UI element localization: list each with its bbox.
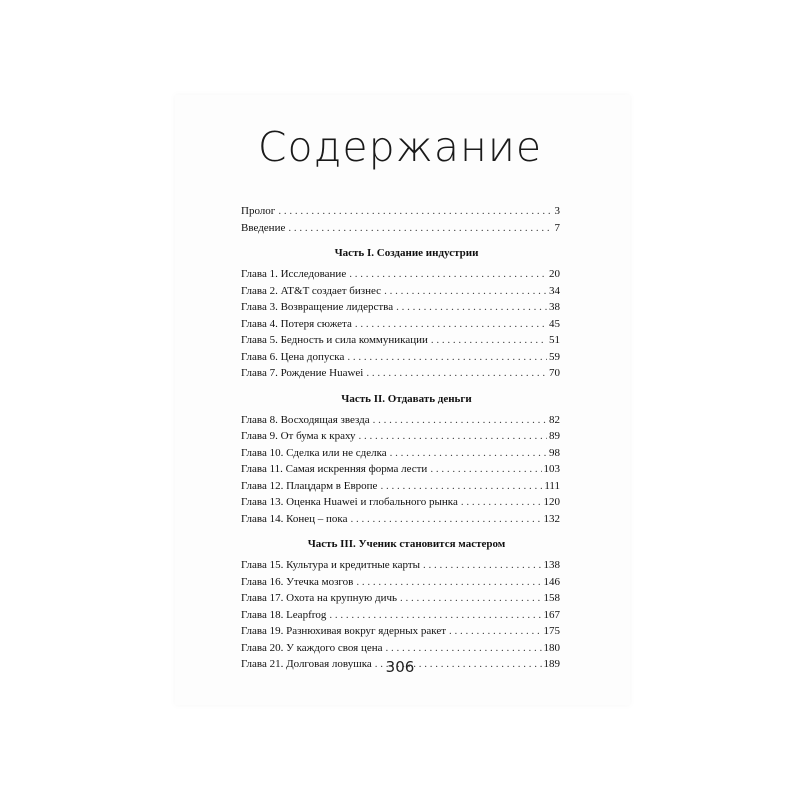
- leader-dots: [380, 478, 542, 495]
- toc-entry-title: Глава 17. Охота на крупную дичь: [241, 592, 398, 604]
- toc-entry-title: Глава 8. Восходящая звезда: [241, 413, 370, 426]
- leader-dots: [350, 511, 541, 528]
- toc-entry-title: Глава 5. Бедность и сила коммуникации: [241, 334, 428, 346]
- toc-entry-page: 3: [554, 205, 560, 217]
- toc-entry-title: Глава 3. Возвращение лидерства: [241, 301, 394, 313]
- toc-entry: [241, 412, 560, 429]
- part-heading: Часть III. Ученик становится мастером: [307, 538, 506, 550]
- toc-entry-title: Глава 9. От бума к краху: [241, 430, 356, 442]
- leader-dots: [396, 299, 547, 316]
- toc-entry-page: 59: [549, 350, 560, 363]
- toc-entry-title: Глава 13. Оценка Huawei и глобального рынка: [241, 496, 458, 508]
- toc-entry: [241, 332, 560, 349]
- toc-entry-page: 138: [543, 559, 560, 571]
- leader-dots: [449, 623, 541, 640]
- toc-entry-title: Глава 19. Разнюхивая вокруг ядерных ракет: [241, 625, 447, 637]
- leader-dots: [373, 412, 547, 429]
- toc-entry-page: 45: [549, 317, 560, 330]
- toc-entry-title: Глава 2. AT&T создает бизнес: [241, 284, 382, 297]
- toc-entry: [241, 428, 560, 445]
- leader-dots: [400, 590, 541, 607]
- toc-entry-title: Глава 11. Самая искренняя форма лести: [241, 463, 428, 475]
- toc-entry: [241, 349, 560, 366]
- toc-entry: [241, 365, 560, 382]
- toc-entry-title: Глава 10. Сделка или не сделка: [241, 446, 387, 459]
- leader-dots: [278, 203, 552, 220]
- leader-dots: [359, 428, 547, 445]
- toc-entry: [241, 623, 560, 640]
- toc-entry-page: 82: [549, 413, 560, 426]
- toc-entry-page: 175: [543, 625, 560, 637]
- toc-entry-title: Глава 4. Потеря сюжета: [241, 317, 352, 330]
- leader-dots: [347, 349, 547, 366]
- toc-entry-page: 132: [543, 512, 560, 525]
- leader-dots: [390, 445, 547, 462]
- toc-entry-page: 20: [549, 268, 560, 280]
- toc-entry: [241, 511, 560, 528]
- leader-dots: [461, 494, 542, 511]
- toc-entry: [241, 283, 560, 300]
- toc-entry-page: 146: [543, 575, 560, 588]
- toc-entry-title: Глава 16. Утечка мозгов: [241, 575, 354, 588]
- toc-entry-title: Глава 20. У каждого своя цена: [241, 641, 383, 654]
- toc-entry-page: 38: [549, 301, 560, 313]
- toc-entry-page: 51: [549, 334, 560, 346]
- toc-entry: [241, 494, 560, 511]
- toc-entry: [241, 445, 560, 462]
- toc-entry-page: 98: [549, 446, 560, 459]
- leader-dots: [329, 607, 541, 624]
- toc-entry-page: 7: [554, 221, 560, 234]
- page-title: Содержание: [257, 123, 543, 171]
- leader-dots: [386, 640, 542, 657]
- leader-dots: [423, 557, 541, 574]
- toc-entry-title: Глава 12. Плацдарм в Европе: [241, 479, 378, 492]
- toc-entry: [241, 203, 560, 220]
- toc-entry: [241, 574, 560, 591]
- toc-entry-title: Глава 18. Leapfrog: [241, 608, 327, 621]
- toc-entry-title: Глава 7. Рождение Huawei: [241, 367, 364, 379]
- table-of-contents: [241, 203, 560, 673]
- toc-entry-page: 34: [549, 284, 560, 297]
- leader-dots: [356, 574, 541, 591]
- leader-dots: [384, 283, 547, 300]
- toc-entry-title: Глава 15. Культура и кредитные карты: [241, 559, 421, 571]
- leader-dots: [349, 266, 547, 283]
- toc-entry: [241, 461, 560, 478]
- toc-entry-page: 120: [543, 496, 560, 508]
- toc-entry-page: 111: [544, 479, 560, 492]
- toc-entry-title: Введение: [241, 221, 286, 234]
- toc-entry: [241, 299, 560, 316]
- toc-entry: [241, 640, 560, 657]
- toc-entry: [241, 557, 560, 574]
- leader-dots: [366, 365, 547, 382]
- toc-entry-page: 103: [543, 463, 560, 475]
- toc-entry-page: 89: [549, 430, 560, 442]
- leader-dots: [288, 220, 552, 237]
- leader-dots: [431, 332, 547, 349]
- toc-entry: [241, 590, 560, 607]
- toc-entry-title: Глава 21. Долговая ловушка: [241, 658, 372, 670]
- toc-entry: [241, 266, 560, 283]
- part-heading: Часть II. Отдавать деньги: [341, 392, 472, 405]
- toc-entry-page: 70: [549, 367, 560, 379]
- toc-entry-page: 167: [543, 608, 560, 621]
- toc-entry-title: Глава 1. Исследование: [241, 268, 347, 280]
- toc-entry-page: 180: [543, 641, 560, 654]
- toc-entry-title: Глава 6. Цена допуска: [241, 350, 345, 363]
- toc-entry-page: 158: [543, 592, 560, 604]
- toc-entry: [241, 220, 560, 237]
- leader-dots: [355, 316, 547, 333]
- toc-entry: [241, 478, 560, 495]
- toc-entry-title: Глава 14. Конец – пока: [241, 512, 348, 525]
- page-number: 306: [385, 658, 415, 676]
- toc-entry-page: 189: [543, 658, 560, 670]
- part-heading: Часть I. Создание индустрии: [334, 247, 479, 259]
- toc-entry: [241, 316, 560, 333]
- toc-entry: [241, 607, 560, 624]
- leader-dots: [430, 461, 541, 478]
- toc-entry-title: Пролог: [241, 205, 276, 217]
